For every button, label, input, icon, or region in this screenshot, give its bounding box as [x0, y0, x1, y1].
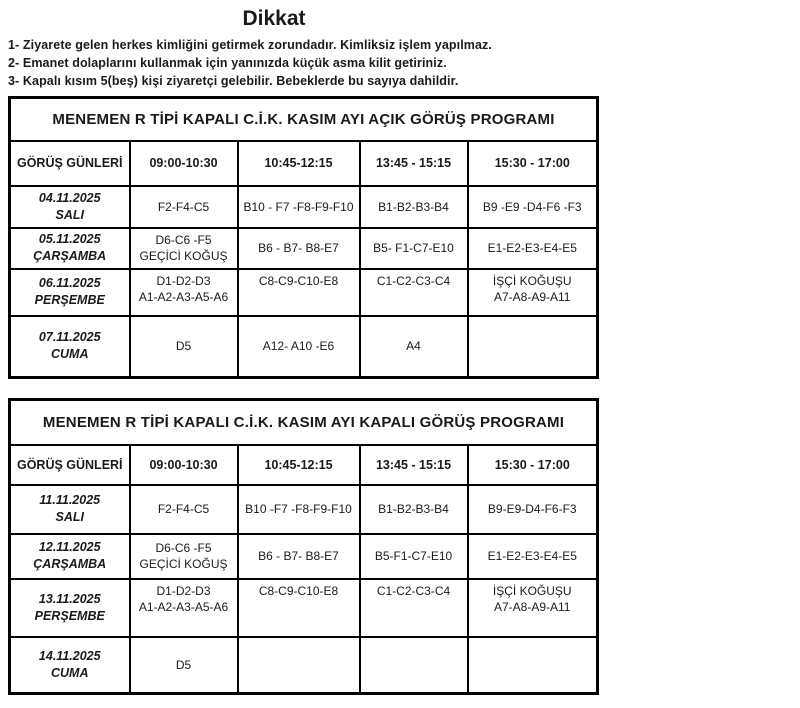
table-title: MENEMEN R TİPİ KAPALI C.İ.K. KASIM AYI KAPALI GÖRÜŞ PROGRAMI	[10, 400, 598, 445]
ward-codes-line: D1-D2-D3	[156, 583, 211, 598]
visit-date: 13.11.2025	[38, 591, 101, 606]
ward-codes-line: A7-A8-A9-A11	[494, 289, 571, 304]
column-header-timeslot: 15:30 - 17:00	[468, 141, 598, 186]
notice-item-3: 3- Kapalı kısım 5(beş) kişi ziyaretçi gelebilir. Bebeklerde bu sayıya dahildir.	[8, 74, 459, 88]
schedule-row	[10, 228, 598, 269]
schedule-table-open-visit	[8, 96, 599, 379]
date-cell	[10, 186, 130, 228]
visit-day: ÇARŞAMBA	[33, 249, 107, 263]
ward-codes-line: B5- F1-C7-E10	[373, 241, 454, 255]
visit-date: 04.11.2025	[38, 190, 101, 205]
date-cell	[10, 228, 130, 269]
ward-cell	[130, 269, 238, 316]
date-cell	[10, 316, 130, 378]
visit-day: CUMA	[51, 665, 89, 680]
visit-date: 05.11.2025	[38, 232, 101, 246]
ward-codes-line: F2-F4-C5	[157, 502, 210, 516]
ward-codes-line: A4	[406, 339, 421, 354]
ward-codes-line: B6 - B7- B8-E7	[258, 241, 339, 255]
visit-day: ÇARŞAMBA	[33, 557, 107, 571]
ward-cell	[468, 579, 598, 637]
ward-cell	[238, 186, 360, 228]
ward-codes-line: D5	[175, 657, 192, 672]
notice-item-2: 2- Emanet dolaplarını kullanmak için yanınızda küçük asma kilit getiriniz.	[8, 56, 447, 70]
visit-date: 11.11.2025	[39, 493, 101, 507]
ward-codes-line: B1-B2-B3-B4	[378, 502, 449, 516]
ward-codes-line: B10 - F7 -F8-F9-F10	[243, 199, 354, 214]
ward-cell	[238, 316, 360, 378]
ward-codes-line: E1-E2-E3-E4-E5	[487, 549, 577, 563]
ward-cell	[238, 269, 360, 316]
visit-date: 12.11.2025	[38, 540, 101, 554]
column-header-days: GÖRÜŞ GÜNLERİ	[10, 445, 130, 485]
ward-cell	[130, 228, 238, 269]
ward-codes-line: C8-C9-C10-E8	[258, 583, 339, 598]
ward-cell	[468, 186, 598, 228]
ward-cell	[468, 534, 598, 579]
ward-codes-line: A1-A2-A3-A5-A6	[138, 599, 229, 614]
ward-codes-line: F2-F4-C5	[157, 199, 210, 214]
visit-day: PERŞEMBE	[34, 608, 105, 623]
notice-item-1: 1- Ziyarete gelen herkes kimliğini getirmek zorundadır. Kimliksiz işlem yapılmaz.	[8, 38, 492, 52]
column-header-timeslot: 10:45-12:15	[238, 445, 360, 485]
ward-codes-line: B1-B2-B3-B4	[378, 199, 449, 214]
ward-cell	[468, 637, 598, 694]
notice-page	[0, 6, 800, 695]
ward-cell	[468, 316, 598, 378]
schedule-row	[10, 316, 598, 378]
ward-cell	[130, 534, 238, 579]
ward-codes-line: C8-C9-C10-E8	[258, 273, 339, 288]
ward-cell	[468, 228, 598, 269]
schedule-tables	[0, 96, 800, 695]
ward-codes-line: B10 -F7 -F8-F9-F10	[245, 502, 352, 516]
schedule-row	[10, 269, 598, 316]
visit-day: SALI	[55, 207, 84, 222]
ward-codes-line: B5-F1-C7-E10	[374, 549, 453, 563]
visit-day: CUMA	[51, 347, 89, 362]
ward-cell	[468, 269, 598, 316]
ward-cell	[238, 534, 360, 579]
ward-codes-line: İŞÇİ KOĞUŞU	[492, 273, 572, 288]
ward-codes-line: B9-E9-D4-F6-F3	[487, 502, 577, 516]
ward-cell	[360, 316, 468, 378]
column-header-timeslot: 09:00-10:30	[130, 141, 238, 186]
visit-date: 14.11.2025	[38, 648, 101, 663]
visit-date: 07.11.2025	[38, 330, 101, 345]
ward-codes-line: D1-D2-D3	[156, 273, 211, 288]
date-cell	[10, 637, 130, 694]
ward-codes-line: B9 -E9 -D4-F6 -F3	[482, 199, 582, 214]
date-cell	[10, 269, 130, 316]
ward-cell	[360, 637, 468, 694]
ward-codes-line: GEÇİCİ KOĞUŞ	[139, 249, 228, 263]
ward-cell	[360, 269, 468, 316]
column-header-timeslot: 09:00-10:30	[130, 445, 238, 485]
ward-codes-line: D6-C6 -F5	[155, 541, 212, 555]
schedule-table-closed-visit	[8, 398, 599, 695]
visit-date: 06.11.2025	[38, 276, 101, 290]
column-header-timeslot: 13:45 - 15:15	[360, 141, 468, 186]
schedule-row	[10, 637, 598, 694]
column-header-timeslot: 13:45 - 15:15	[360, 445, 468, 485]
ward-codes-line: A1-A2-A3-A5-A6	[138, 289, 229, 304]
ward-cell	[468, 485, 598, 534]
column-header-days: GÖRÜŞ GÜNLERİ	[10, 141, 130, 186]
ward-cell	[238, 637, 360, 694]
ward-cell	[360, 534, 468, 579]
ward-cell	[360, 228, 468, 269]
schedule-row	[10, 485, 598, 534]
ward-cell	[238, 228, 360, 269]
column-header-timeslot: 10:45-12:15	[238, 141, 360, 186]
date-cell	[10, 485, 130, 534]
visit-day: PERŞEMBE	[34, 293, 105, 307]
date-cell	[10, 579, 130, 637]
ward-cell	[130, 485, 238, 534]
ward-codes-line: C1-C2-C3-C4	[376, 273, 451, 288]
schedule-row	[10, 579, 598, 637]
page-title: Dikkat	[242, 7, 306, 30]
visit-day: SALI	[55, 510, 84, 524]
ward-cell	[130, 316, 238, 378]
ward-codes-line: E1-E2-E3-E4-E5	[487, 241, 577, 255]
ward-codes-line: A12- A10 -E6	[262, 339, 335, 354]
notice-list	[0, 36, 800, 90]
ward-cell	[238, 485, 360, 534]
ward-codes-line: GEÇİCİ KOĞUŞ	[139, 557, 228, 571]
ward-cell	[130, 186, 238, 228]
column-header-timeslot: 15:30 - 17:00	[468, 445, 598, 485]
ward-cell	[130, 579, 238, 637]
ward-codes-line: C1-C2-C3-C4	[376, 583, 451, 598]
schedule-row	[10, 534, 598, 579]
ward-cell	[360, 579, 468, 637]
ward-codes-line: B6 - B7- B8-E7	[258, 549, 339, 563]
ward-cell	[360, 485, 468, 534]
ward-codes-line: İŞÇİ KOĞUŞU	[492, 583, 572, 598]
ward-cell	[130, 637, 238, 694]
ward-cell	[360, 186, 468, 228]
ward-codes-line: D5	[175, 339, 192, 354]
ward-codes-line: D6-C6 -F5	[155, 233, 212, 247]
table-title: MENEMEN R TİPİ KAPALI C.İ.K. KASIM AYI AÇIK GÖRÜŞ PROGRAMI	[10, 98, 598, 141]
ward-cell	[238, 579, 360, 637]
ward-codes-line: A7-A8-A9-A11	[494, 599, 571, 614]
date-cell	[10, 534, 130, 579]
schedule-row	[10, 186, 598, 228]
